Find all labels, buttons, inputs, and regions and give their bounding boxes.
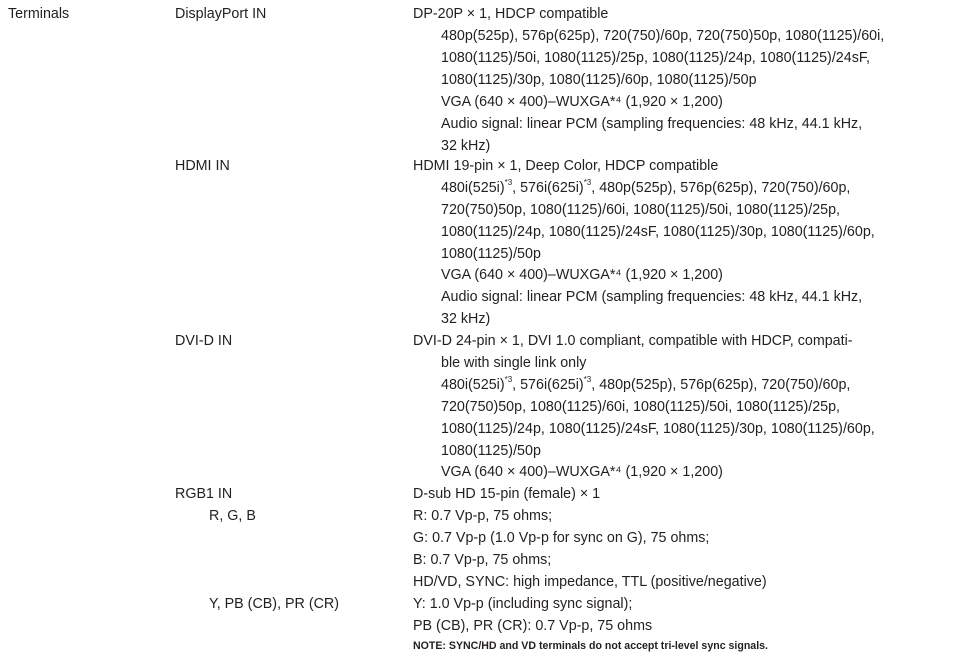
rgb1-label: RGB1 IN	[175, 486, 233, 502]
hdmi-label: HDMI IN	[175, 158, 230, 174]
rgb-sync-spec: HD/VD, SYNC: high impedance, TTL (positive/negative)	[413, 574, 767, 590]
rgb-sublabel: R, G, B	[209, 508, 256, 524]
displayport-label: DisplayPort IN	[175, 6, 267, 22]
displayport-vga: VGA (640 × 400)–WUXGA*⁴ (1,920 × 1,200)	[441, 94, 723, 110]
hdmi-format-480i: 480i(525i)	[441, 180, 505, 196]
rgb-g-spec: G: 0.7 Vp-p (1.0 Vp-p for sync on G), 75 ohms;	[413, 530, 710, 546]
dvi-formats-2: 720(750)50p, 1080(1125)/60i, 1080(1125)/50i, 1080(1125)/25p,	[441, 399, 841, 415]
footnote-ref: *3	[504, 178, 513, 188]
displayport-formats-1: 480p(525p), 576p(625p), 720(750)/60p, 720(750)50p, 1080(1125)/60i,	[441, 28, 885, 44]
section-label: Terminals	[8, 6, 70, 22]
dvi-formats-4: 1080(1125)/50p	[441, 443, 541, 459]
sync-note: NOTE: SYNC/HD and VD terminals do not accept tri-level sync signals.	[413, 640, 768, 652]
displayport-formats-2: 1080(1125)/50i, 1080(1125)/25p, 1080(1125)/24p, 1080(1125)/24sF,	[441, 50, 870, 66]
rgb-b-spec: B: 0.7 Vp-p, 75 ohms;	[413, 552, 552, 568]
hdmi-audio: Audio signal: linear PCM (sampling frequencies: 48 kHz, 44.1 kHz,	[441, 289, 863, 305]
footnote-ref: *3	[583, 178, 592, 188]
rgb1-connector: D-sub HD 15-pin (female) × 1	[413, 486, 601, 502]
dvi-formats-3: 1080(1125)/24p, 1080(1125)/24sF, 1080(1125)/30p, 1080(1125)/60p,	[441, 421, 875, 437]
hdmi-formats-2: 720(750)50p, 1080(1125)/60i, 1080(1125)/50i, 1080(1125)/25p,	[441, 202, 841, 218]
footnote-ref: *3	[504, 375, 513, 385]
displayport-connector: DP-20P × 1, HDCP compatible	[413, 6, 609, 22]
dvi-formats-1	[441, 377, 850, 394]
rgb-r-spec: R: 0.7 Vp-p, 75 ohms;	[413, 508, 553, 524]
displayport-audio-cont: 32 kHz)	[441, 138, 491, 154]
dvi-format-rest: , 480p(525p), 576p(625p), 720(750)/60p,	[591, 377, 851, 393]
dvi-label: DVI-D IN	[175, 333, 233, 349]
ypbpr-y-spec: Y: 1.0 Vp-p (including sync signal);	[413, 596, 633, 612]
ypbpr-sublabel: Y, PB (CB), PR (CR)	[209, 596, 340, 612]
ypbpr-pbpr-spec: PB (CB), PR (CR): 0.7 Vp-p, 75 ohms	[413, 618, 653, 634]
footnote-ref: *3	[583, 375, 592, 385]
hdmi-formats-1	[441, 180, 850, 197]
hdmi-vga: VGA (640 × 400)–WUXGA*⁴ (1,920 × 1,200)	[441, 267, 723, 283]
displayport-formats-3: 1080(1125)/30p, 1080(1125)/60p, 1080(1125)/50p	[441, 72, 757, 88]
hdmi-format-rest: , 480p(525p), 576p(625p), 720(750)/60p,	[591, 180, 851, 196]
dvi-format-480i: 480i(525i)	[441, 377, 505, 393]
hdmi-audio-cont: 32 kHz)	[441, 311, 491, 327]
dvi-connector-cont: ble with single link only	[441, 355, 587, 371]
displayport-audio: Audio signal: linear PCM (sampling frequencies: 48 kHz, 44.1 kHz,	[441, 116, 863, 132]
dvi-connector: DVI-D 24-pin × 1, DVI 1.0 compliant, compatible with HDCP, compati-	[413, 333, 853, 349]
hdmi-formats-4: 1080(1125)/50p	[441, 246, 541, 262]
hdmi-formats-3: 1080(1125)/24p, 1080(1125)/24sF, 1080(1125)/30p, 1080(1125)/60p,	[441, 224, 875, 240]
dvi-format-576i: , 576i(625i)	[512, 377, 584, 393]
hdmi-connector: HDMI 19-pin × 1, Deep Color, HDCP compatible	[413, 158, 719, 174]
hdmi-format-576i: , 576i(625i)	[512, 180, 584, 196]
dvi-vga: VGA (640 × 400)–WUXGA*⁴ (1,920 × 1,200)	[441, 464, 723, 480]
